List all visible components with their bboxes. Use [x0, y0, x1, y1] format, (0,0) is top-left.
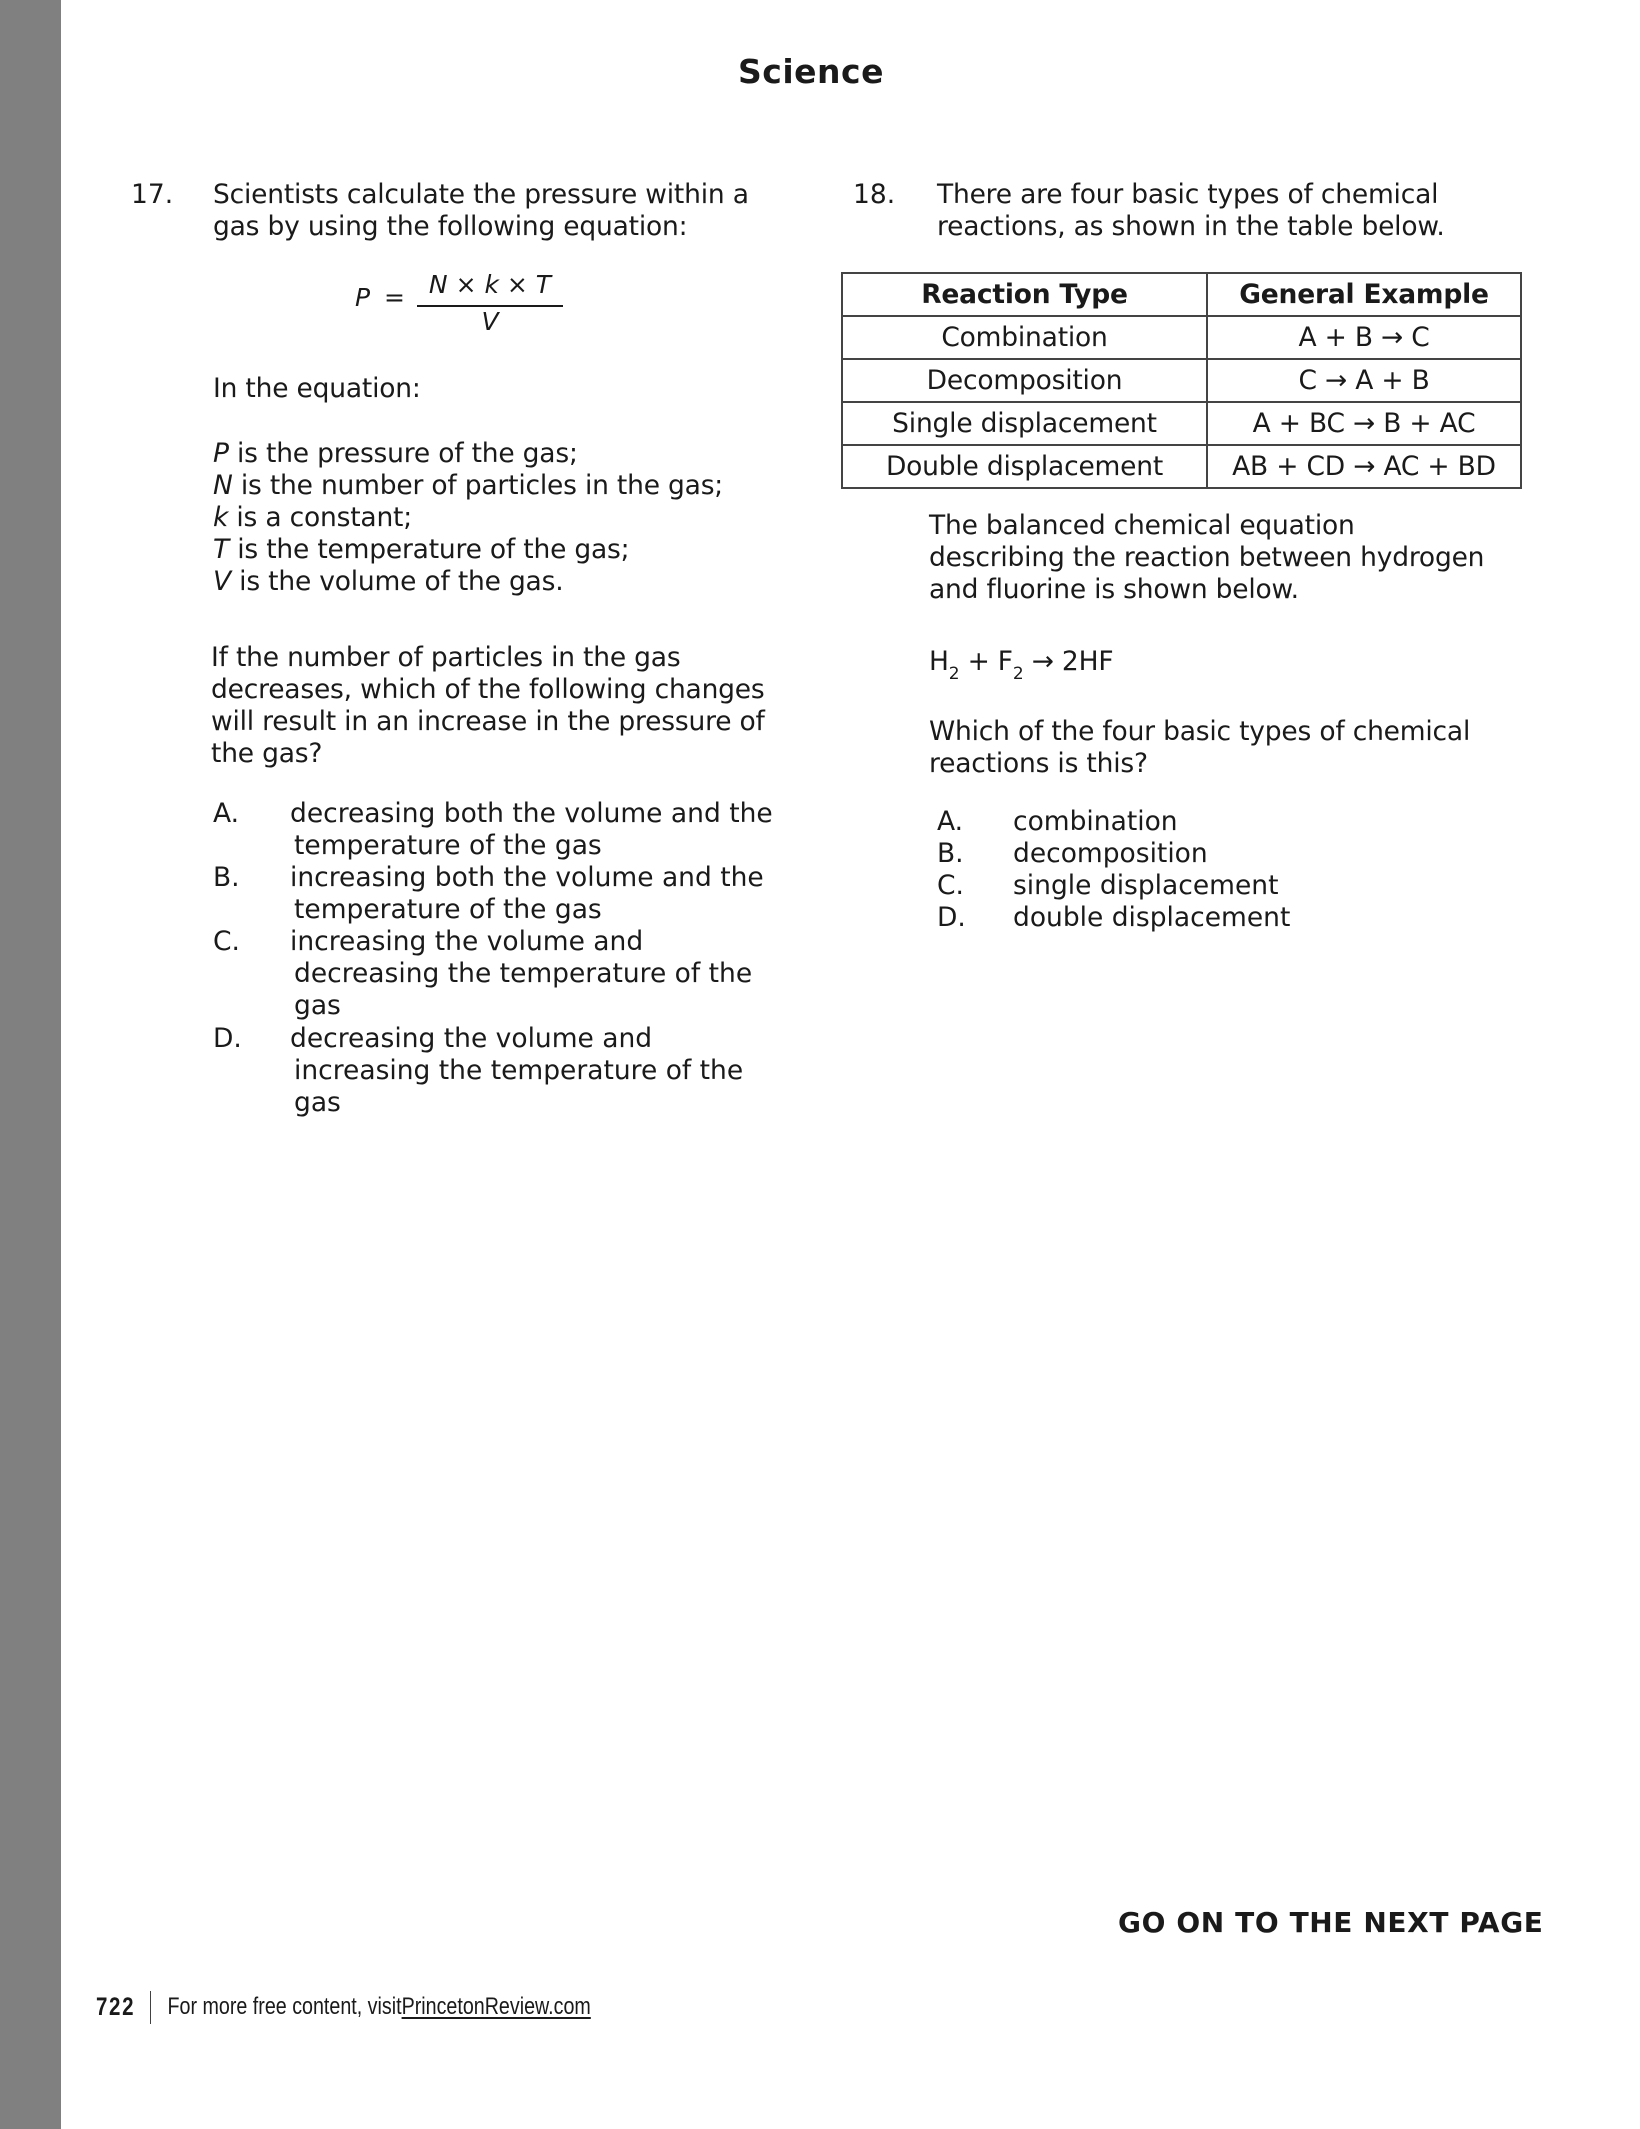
- table-row: [842, 359, 1521, 402]
- footer-text: For more free content, visit: [167, 1993, 402, 2020]
- choice-text: increasing the volume and: [290, 926, 644, 957]
- footer-divider: [150, 1991, 151, 2024]
- go-on-next-page-notice: GO ON TO THE NEXT PAGE: [1118, 1906, 1544, 1939]
- definition-text: is the pressure of the gas;: [228, 438, 578, 469]
- princeton-review-link[interactable]: PrincetonReview.com: [401, 1993, 591, 2020]
- choice-letter: D.: [213, 1023, 242, 1054]
- choice-text: decreasing both the volume and the: [290, 798, 773, 829]
- choice-letter: A.: [213, 798, 240, 829]
- reaction-type-cell: Double displacement: [842, 445, 1207, 488]
- choice-text: temperature of the gas: [294, 830, 602, 861]
- choice-text: increasing both the volume and the: [290, 862, 764, 893]
- question-number: 17.: [131, 179, 174, 210]
- choice-letter: B.: [937, 838, 964, 869]
- definition-line: [213, 502, 412, 535]
- question-stem-line: decreases, which of the following changes: [211, 674, 765, 705]
- equation-lhs: P: [355, 283, 371, 312]
- choice-letter: D.: [937, 902, 966, 933]
- general-example-cell: C → A + B: [1207, 359, 1521, 402]
- question-intro-line: reactions, as shown in the table below.: [937, 211, 1445, 242]
- choice-text: decreasing the volume and: [290, 1023, 653, 1054]
- question-stem-line: the gas?: [211, 738, 323, 769]
- column-header: General Example: [1207, 273, 1521, 316]
- definition-text: is the volume of the gas.: [230, 566, 564, 597]
- in-the-equation-label: In the equation:: [213, 373, 421, 404]
- table-row: [842, 445, 1521, 488]
- question-stem-line: will result in an increase in the pressure of: [211, 706, 765, 737]
- page-title: Science: [738, 52, 884, 91]
- choice-text: single displacement: [1013, 870, 1279, 901]
- table-row: [842, 402, 1521, 445]
- variable-symbol: T: [213, 534, 229, 565]
- choice-text: double displacement: [1013, 902, 1291, 933]
- definition-line: [213, 438, 578, 471]
- description-line: The balanced chemical equation: [929, 510, 1355, 541]
- choice-letter: C.: [937, 870, 964, 901]
- variable-symbol: N: [213, 470, 233, 501]
- definition-text: is a constant;: [228, 502, 412, 533]
- definition-text: is the temperature of the gas;: [229, 534, 630, 565]
- description-line: and fluorine is shown below.: [929, 574, 1299, 605]
- choice-letter: B.: [213, 862, 240, 893]
- question-stem-line: If the number of particles in the gas: [211, 642, 681, 673]
- choice-text: increasing the temperature of the: [294, 1055, 744, 1086]
- subscript: 2: [1012, 664, 1024, 684]
- choice-text: temperature of the gas: [294, 894, 602, 925]
- definition-line: [213, 566, 563, 599]
- table-header-row: [842, 273, 1521, 316]
- column-header: Reaction Type: [842, 273, 1207, 316]
- question-intro-line: gas by using the following equation:: [213, 211, 688, 242]
- choice-text: gas: [294, 990, 341, 1021]
- equation-numerator: N × k × T: [428, 270, 552, 299]
- reaction-types-table: [841, 272, 1522, 489]
- table-row: [842, 316, 1521, 359]
- reaction-type-cell: Decomposition: [842, 359, 1207, 402]
- description-line: describing the reaction between hydrogen: [929, 542, 1485, 573]
- question-stem-line: Which of the four basic types of chemical: [929, 716, 1471, 747]
- question-intro-line: There are four basic types of chemical: [937, 179, 1439, 210]
- fluorine-symbol: + F: [959, 646, 1013, 677]
- choice-text: decomposition: [1013, 838, 1208, 869]
- page-number: 722: [96, 1992, 136, 2021]
- reaction-product: → 2HF: [1023, 646, 1114, 677]
- page-footer: [96, 1990, 591, 2024]
- variable-symbol: V: [213, 566, 231, 597]
- choice-letter: A.: [937, 806, 964, 837]
- definition-line: [213, 534, 629, 567]
- equation-denominator: V: [481, 307, 499, 336]
- definition-line: [213, 470, 723, 503]
- question-intro-line: Scientists calculate the pressure within a: [213, 179, 749, 210]
- hydrogen-symbol: H: [929, 646, 949, 677]
- general-example-cell: AB + CD → AC + BD: [1207, 445, 1521, 488]
- subscript: 2: [948, 664, 960, 684]
- general-example-cell: A + BC → B + AC: [1207, 402, 1521, 445]
- page-edge-sidebar: [0, 0, 61, 2129]
- choice-text: combination: [1013, 806, 1178, 837]
- reaction-type-cell: Combination: [842, 316, 1207, 359]
- reaction-type-cell: Single displacement: [842, 402, 1207, 445]
- choice-letter: C.: [213, 926, 240, 957]
- general-example-cell: A + B → C: [1207, 316, 1521, 359]
- definition-text: is the number of particles in the gas;: [232, 470, 724, 501]
- variable-symbol: P: [213, 438, 229, 469]
- choice-text: decreasing the temperature of the: [294, 958, 753, 989]
- hydrogen-fluorine-equation: [929, 646, 1114, 684]
- equation-equals: =: [384, 283, 405, 312]
- question-stem-line: reactions is this?: [929, 748, 1148, 779]
- variable-symbol: k: [213, 502, 229, 533]
- question-number: 18.: [853, 179, 896, 210]
- choice-text: gas: [294, 1087, 341, 1118]
